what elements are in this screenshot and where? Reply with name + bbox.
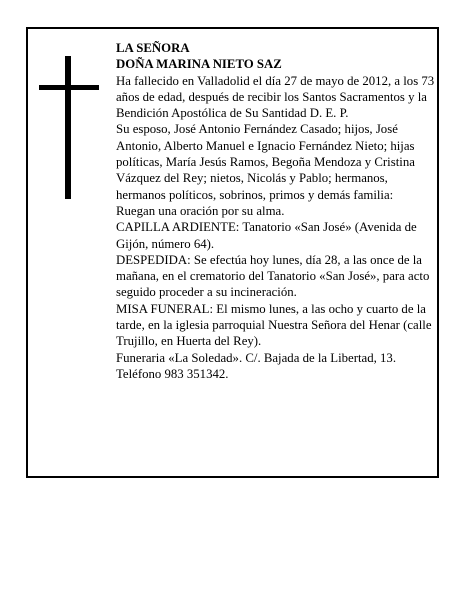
farewell-info: DESPEDIDA: Se efectúa hoy lunes, día 28, a las once de la mañana, en el crematorio del Tanatorio «San José», para acto seguido proceder a su incineración. <box>116 252 430 300</box>
family-list: Su esposo, José Antonio Fernández Casado; hijos, José Antonio, Alberto Manuel e Ignacio Fernández Nieto; hijas políticas, María Jesús Ramos, Begoña Mendoza y Cristina Vázquez del Rey; nietos, Nicolás y Pablo; hermanos, hermanos políticos, sobrinos, primos y demás familia: <box>116 122 415 202</box>
cross-icon <box>39 56 99 199</box>
deceased-name: DOÑA MARINA NIETO SAZ <box>116 57 282 72</box>
prayer-request: Ruegan una oración por su alma. <box>116 203 285 218</box>
funeral-mass-info: MISA FUNERAL: El mismo lunes, a las ocho y cuarto de la tarde, en la iglesia parroquial Nuestra Señora del Henar (calle Trujillo, en Huerta del Rey). <box>116 301 432 349</box>
chapel-info: CAPILLA ARDIENTE: Tanatorio «San José» (Avenida de Gijón, número 64). <box>116 220 417 251</box>
notice-text <box>116 40 436 382</box>
obituary-notice <box>26 27 439 478</box>
notice-heading: LA SEÑORA <box>116 41 190 55</box>
death-announcement: Ha fallecido en Valladolid el día 27 de mayo de 2012, a los 73 años de edad, después de recibir los Santos Sacramentos y la Bendición Apostólica de Su Santidad D. E. P. <box>116 73 435 121</box>
funeral-home-info: Funeraria «La Soledad». C/. Bajada de la Libertad, 13. Teléfono 983 351342. <box>116 350 397 381</box>
cross-horizontal-bar <box>39 85 99 90</box>
cross-vertical-bar <box>65 56 71 199</box>
